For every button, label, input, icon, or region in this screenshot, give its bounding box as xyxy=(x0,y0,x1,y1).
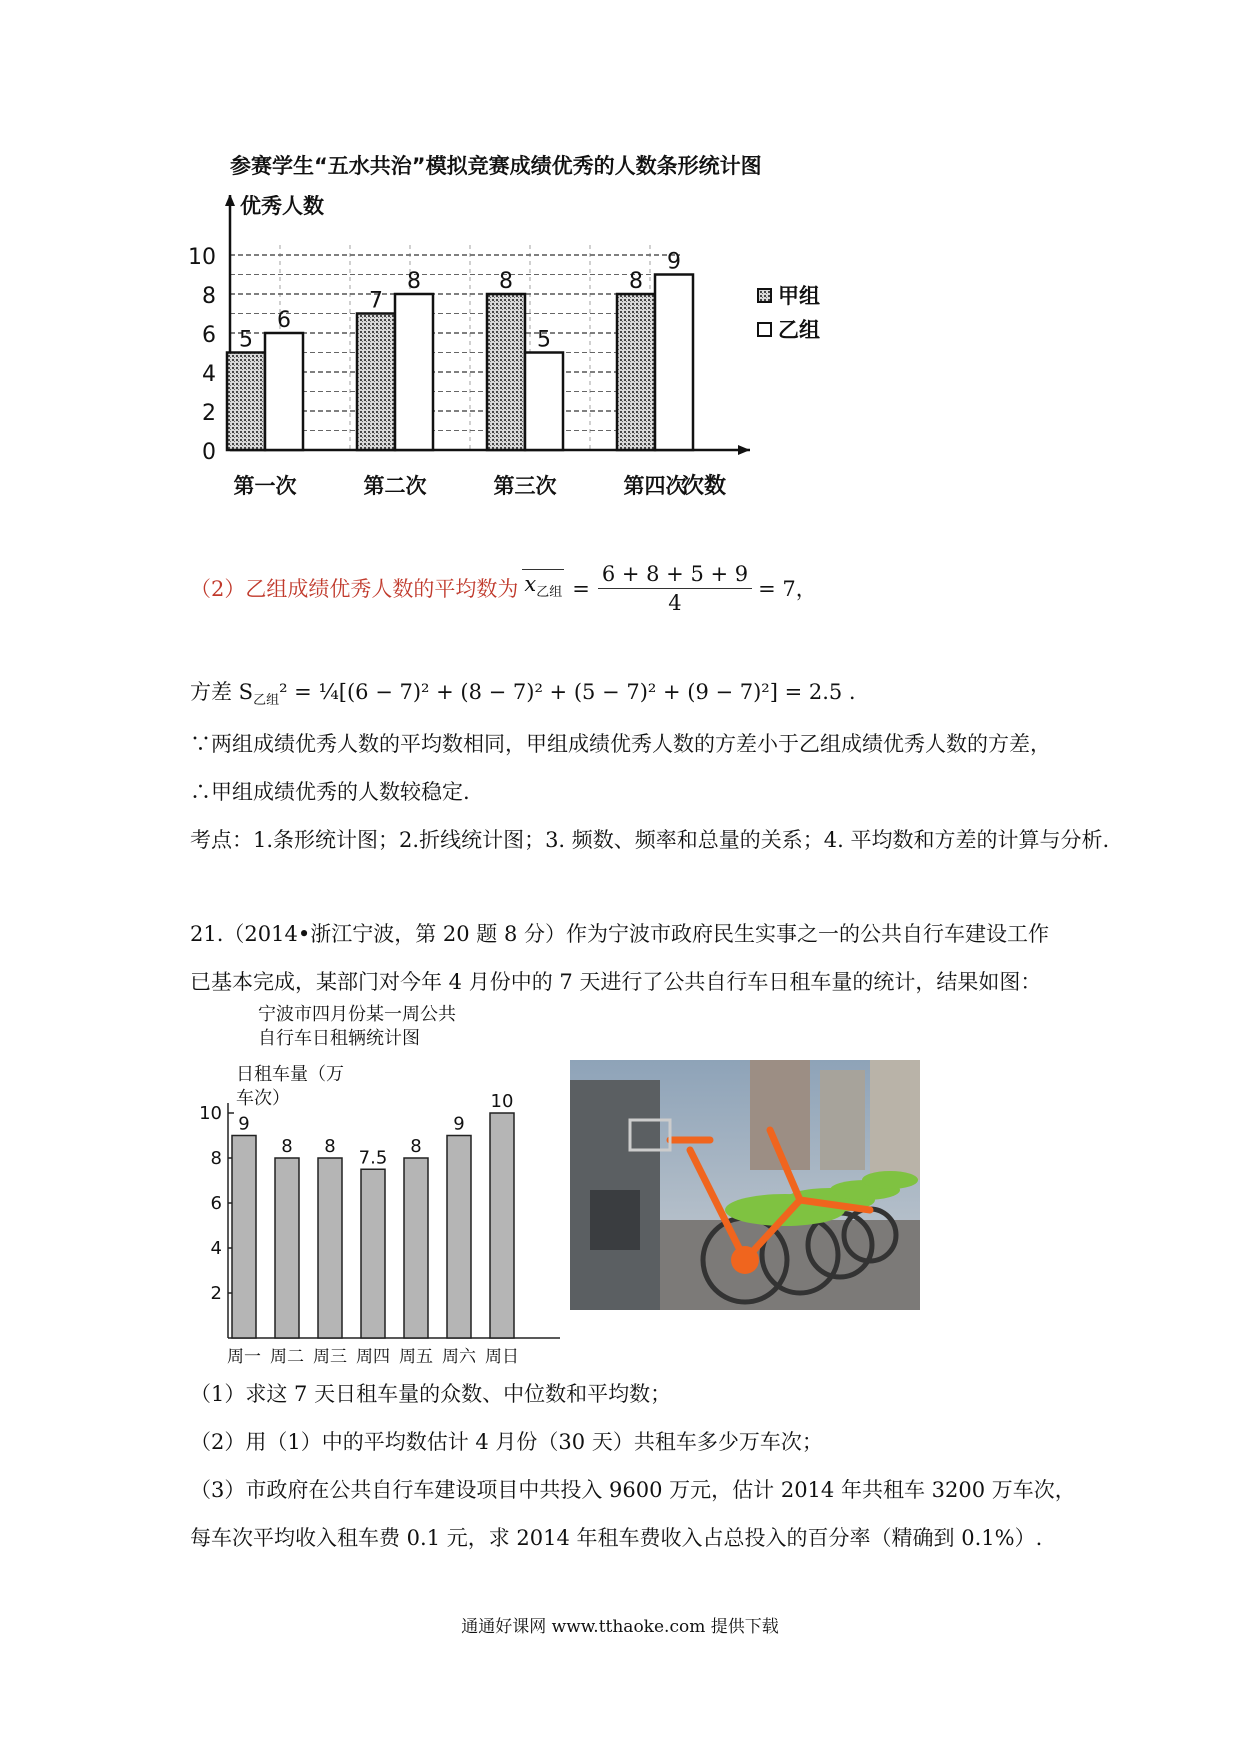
problem21-q2: （2）用（1）中的平均数估计 4 月份（30 天）共租车多少万车次； xyxy=(190,1430,823,1454)
chart1-x-arrow xyxy=(738,445,750,455)
chart2-bar xyxy=(232,1136,256,1339)
chart2-bar-label: 9 xyxy=(238,1113,250,1135)
chart2-bar xyxy=(404,1158,428,1338)
mean-denominator: 4 xyxy=(668,591,682,615)
chart1-bar-甲组 xyxy=(227,353,265,451)
chart1-bar-甲组 xyxy=(487,294,525,450)
chart2-category-label: 周日 xyxy=(485,1347,519,1367)
chart1-bar-乙组 xyxy=(395,294,433,450)
chart1-bar-甲组 xyxy=(617,294,655,450)
chart1-bar-label: 8 xyxy=(407,269,421,294)
chart2-category-label: 周一 xyxy=(227,1347,261,1367)
chart1-ytick-label: 8 xyxy=(202,284,216,309)
chart1-bar-label: 9 xyxy=(667,249,681,275)
chart2-bar-label: 10 xyxy=(490,1091,514,1112)
solution-kaodian: 考点：1.条形统计图；2.折线统计图；3. 频数、频率和总量的关系；4. 平均数和方差的计算与分析. xyxy=(190,828,1110,852)
solution-mean-prefix: （2）乙组成绩优秀人数的平均数为 xyxy=(190,576,519,601)
chart1-legend-swatch-yi xyxy=(758,323,771,336)
chart1-bar-label: 7 xyxy=(369,288,383,314)
chart1-ytick-label: 4 xyxy=(202,362,216,387)
chart2-bar-label: 7.5 xyxy=(358,1147,388,1169)
chart2-ytick-label: 8 xyxy=(210,1148,222,1169)
chart1-bar-乙组 xyxy=(265,333,303,450)
mean-result: = 7， xyxy=(758,576,817,601)
mean-numerator: 6 + 8 + 5 + 9 xyxy=(598,560,752,589)
chart2-bar xyxy=(318,1158,342,1338)
chart2-ytick-label: 10 xyxy=(199,1103,222,1124)
chart1-bar-label: 8 xyxy=(499,269,513,294)
chart1-legend-label: 甲组 xyxy=(778,284,820,308)
chart1-ytick-label: 10 xyxy=(188,245,216,270)
solution-mean-line: （2）乙组成绩优秀人数的平均数为 $x_{乙组}$ = $\frac{6 + 8 + 5 + 9}{4}$ = 7， xyxy=(190,562,817,615)
problem21-line1: 21.（2014•浙江宁波，第 20 题 8 分）作为宁波市政府民生实事之一的公共自行车建设工作 xyxy=(190,922,1050,946)
chart2-ytick-label: 2 xyxy=(210,1283,222,1304)
chart1-title: 参赛学生“五水共治”模拟竞赛成绩优秀的人数条形统计图 xyxy=(230,154,762,178)
chart1-ytick-label: 6 xyxy=(202,323,216,348)
chart2-category-label: 周五 xyxy=(399,1347,433,1367)
chart2 xyxy=(190,1058,570,1370)
chart2-bar-label: 9 xyxy=(453,1113,465,1135)
chart2-bar xyxy=(361,1169,385,1338)
chart1-ylabel: 优秀人数 xyxy=(240,195,324,218)
chart1-category-label: 第四次 xyxy=(623,474,687,498)
chart2-category-label: 周三 xyxy=(313,1347,347,1367)
chart2-category-label: 周四 xyxy=(356,1347,390,1367)
mean-fraction xyxy=(598,560,752,617)
chart1-bar-label: 8 xyxy=(629,269,643,294)
chart2-bar-label: 8 xyxy=(324,1136,336,1157)
solution-because: ∵两组成绩优秀人数的平均数相同，甲组成绩优秀人数的方差小于乙组成绩优秀人数的方差， xyxy=(190,732,1051,756)
chart1-bar-label: 6 xyxy=(277,308,291,333)
mean-symbol: $x_{乙组}$ xyxy=(522,569,564,607)
footer: 通通好课网 www.tthaoke.com 提供下载 xyxy=(461,1617,779,1637)
chart1-legend-swatch-jia xyxy=(758,289,771,302)
chart1-category-label: 第二次 xyxy=(363,474,427,498)
chart1-xlabel: 次数 xyxy=(682,474,727,499)
problem21-q3a: （3）市政府在公共自行车建设项目中共投入 9600 万元，估计 2014 年共租车 3200 万车次， xyxy=(190,1478,1076,1502)
chart1-bar-label: 5 xyxy=(239,327,253,353)
problem21-q3b: 每车次平均收入租车费 0.1 元，求 2014 年租车费收入占总投入的百分率（精确到 0.1%）. xyxy=(190,1526,1043,1550)
chart1-ytick-label: 0 xyxy=(202,440,216,465)
chart2-ytick-label: 4 xyxy=(210,1238,222,1259)
chart2-category-label: 周二 xyxy=(270,1347,304,1367)
chart2-bar xyxy=(490,1113,514,1338)
chart2-title: 宁波市四月份某一周公共 自行车日租辆统计图 xyxy=(258,1004,456,1049)
chart1 xyxy=(180,195,860,505)
chart2-bar-label: 8 xyxy=(281,1136,293,1157)
problem21-line2: 已基本完成，某部门对今年 4 月份中的 7 天进行了公共自行车日租车量的统计，结果如图： xyxy=(190,970,1042,994)
chart1-category-label: 第三次 xyxy=(493,474,557,498)
chart1-bar-乙组 xyxy=(525,353,563,451)
chart2-bar-label: 8 xyxy=(410,1136,422,1157)
chart1-bar-label: 5 xyxy=(537,327,551,353)
chart1-category-label: 第一次 xyxy=(233,474,297,498)
chart2-bar xyxy=(447,1136,471,1339)
chart1-bar-甲组 xyxy=(357,314,395,451)
chart2-bar xyxy=(275,1158,299,1338)
chart2-ylabel-line1: 日租车量（万 xyxy=(236,1064,344,1085)
chart2-ylabel-line2: 车次） xyxy=(236,1088,290,1109)
solution-therefore: ∴甲组成绩优秀的人数较稳定. xyxy=(190,780,470,804)
chart1-y-arrow xyxy=(225,195,235,206)
bicycles-photo xyxy=(570,1060,920,1310)
problem21-q1: （1）求这 7 天日租车量的众数、中位数和平均数； xyxy=(190,1382,672,1406)
chart1-legend-label: 乙组 xyxy=(778,318,820,342)
chart2-category-label: 周六 xyxy=(442,1347,476,1367)
chart1-ytick-label: 2 xyxy=(202,401,216,426)
chart2-ytick-label: 6 xyxy=(210,1193,222,1214)
solution-variance-line: 方差 $S_{乙组}^2$ = ¼[(6 − 7)² + (8 − 7)² + (5 − 7)² + (9 − 7)²] = 2.5 . xyxy=(190,680,856,709)
chart1-bar-乙组 xyxy=(655,275,693,451)
